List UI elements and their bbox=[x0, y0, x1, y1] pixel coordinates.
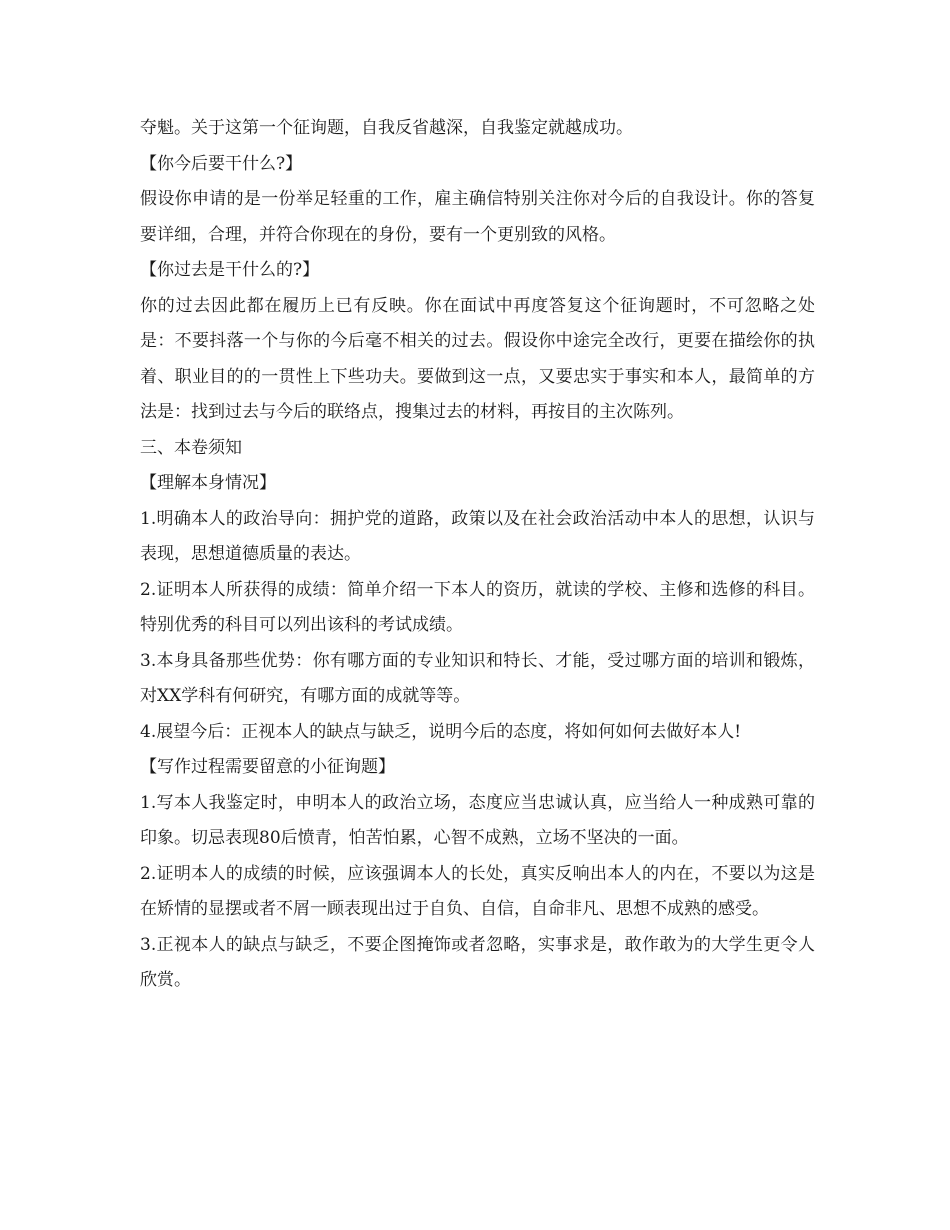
list-item-strengths: 3.本身具备那些优势：你有哪方面的专业知识和特长、才能，受过哪方面的培训和锻炼，对XX学科有何研究，有哪方面的成就等等。 bbox=[140, 650, 815, 706]
heading-future-plans: 【你今后要干什么?】 bbox=[140, 153, 303, 174]
heading-past-experience: 【你过去是干什么的?】 bbox=[140, 260, 320, 280]
list-item-tip-shortcomings: 3.正视本人的缺点与缺乏，不要企图掩饰或者忽略，实事求是，敢作敢为的大学生更令人欣赏。 bbox=[140, 934, 815, 990]
document-body bbox=[140, 111, 815, 999]
heading-writing-tips: 【写作过程需要留意的小征询题】 bbox=[140, 757, 395, 777]
paragraph-future-plans: 假设你申请的是一份举足轻重的工作，雇主确信特别关注你对今后的自我设计。你的答复要详细，合理，并符合你现在的身份，要有一个更别致的风格。 bbox=[140, 189, 815, 245]
list-item-political-orientation: 1.明确本人的政治导向：拥护党的道路，政策以及在社会政治活动中本人的思想，认识与表现，思想道德质量的表达。 bbox=[140, 508, 815, 564]
section-heading-notes: 三、本卷须知 bbox=[140, 437, 242, 458]
list-item-achievements: 2.证明本人所获得的成绩：简单介绍一下本人的资历，就读的学校、主修和选修的科目。特别优秀的科目可以列出该科的考试成绩。 bbox=[140, 579, 815, 635]
paragraph-closing-text: 夺魁。关于这第一个征询题，自我反省越深，自我鉴定就越成功。 bbox=[140, 118, 633, 138]
paragraph-past-experience: 你的过去因此都在履历上已有反映。你在面试中再度答复这个征询题时，不可忽略之处是：不要抖落一个与你的今后毫不相关的过去。假设你中途完全改行，更要在描绘你的执着、职业目的的一贯性上下些功夫。要做到这一点，又要忠实于事实和本人，最简单的方法是：找到过去与今后的联络点，搜集过去的材料，再按目的主次陈列。 bbox=[140, 295, 815, 422]
list-item-outlook: 4.展望今后：正视本人的缺点与缺乏，说明今后的态度，将如何如何去做好本人! bbox=[140, 721, 742, 742]
heading-understand-self: 【理解本身情况】 bbox=[140, 473, 276, 493]
list-item-tip-strengths: 2.证明本人的成绩的时候，应该强调本人的长处，真实反响出本人的内在，不要以为这是在矫情的显摆或者不屑一顾表现出过于自负、自信，自命非凡、思想不成熟的感受。 bbox=[140, 863, 815, 919]
list-item-tip-political-stance: 1.写本人我鉴定时，申明本人的政治立场，态度应当忠诚认真，应当给人一种成熟可靠的印象。切忌表现80后愤青，怕苦怕累，心智不成熟，立场不坚决的一面。 bbox=[140, 792, 815, 848]
